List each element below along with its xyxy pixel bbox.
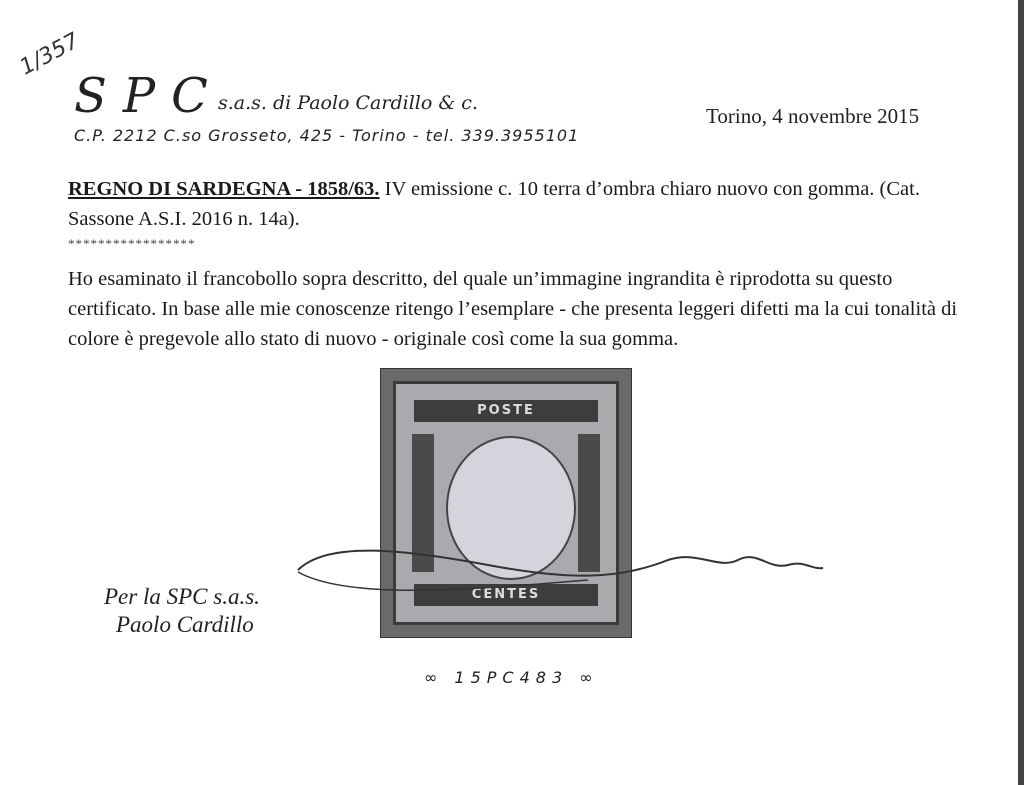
signature-scribble — [288, 530, 828, 600]
company-name: s.a.s. di Paolo Cardillo & c. — [218, 92, 478, 114]
certificate-number: ∞ 15PC483 ∞ — [424, 668, 599, 687]
stamp-description-heading: REGNO DI SARDEGNA - 1858/63. — [68, 178, 380, 200]
certificate-number-value: 15PC483 — [454, 668, 569, 687]
certificate-date: Torino, 4 novembre 2015 — [706, 104, 920, 128]
stamp-description-text: IV emissione c. 10 terra d’ombra chiaro nuovo con gomma. (Cat. Sassone A.S.I. 2016 n. 14a). — [68, 178, 920, 230]
stamp-description — [68, 174, 958, 234]
signer-name: Paolo Cardillo — [116, 612, 254, 637]
scan-edge — [1018, 0, 1024, 785]
corner-note: 1/357 — [15, 28, 84, 81]
separator: ***************** — [68, 236, 196, 251]
company-logo: SPC — [74, 68, 224, 124]
signature-per: Per la SPC s.a.s. — [104, 584, 260, 609]
company-address: C.P. 2212 C.so Grosseto, 425 - Torino - tel. 339.3955101 — [74, 126, 580, 145]
stamp-top-label: POSTE — [414, 400, 598, 422]
stamp-bottom-label: CENTES — [414, 584, 598, 606]
expert-opinion: Ho esaminato il francobollo sopra descritto, del quale un’immagine ingrandita è riprodotta su questo certificato. In base alle mie conoscenze ritengo l’esemplare - che presenta leggeri difetti ma la cui tonalità di colore è pregevole allo stato di nuovo - originale così come la sua gomma. — [68, 268, 958, 350]
